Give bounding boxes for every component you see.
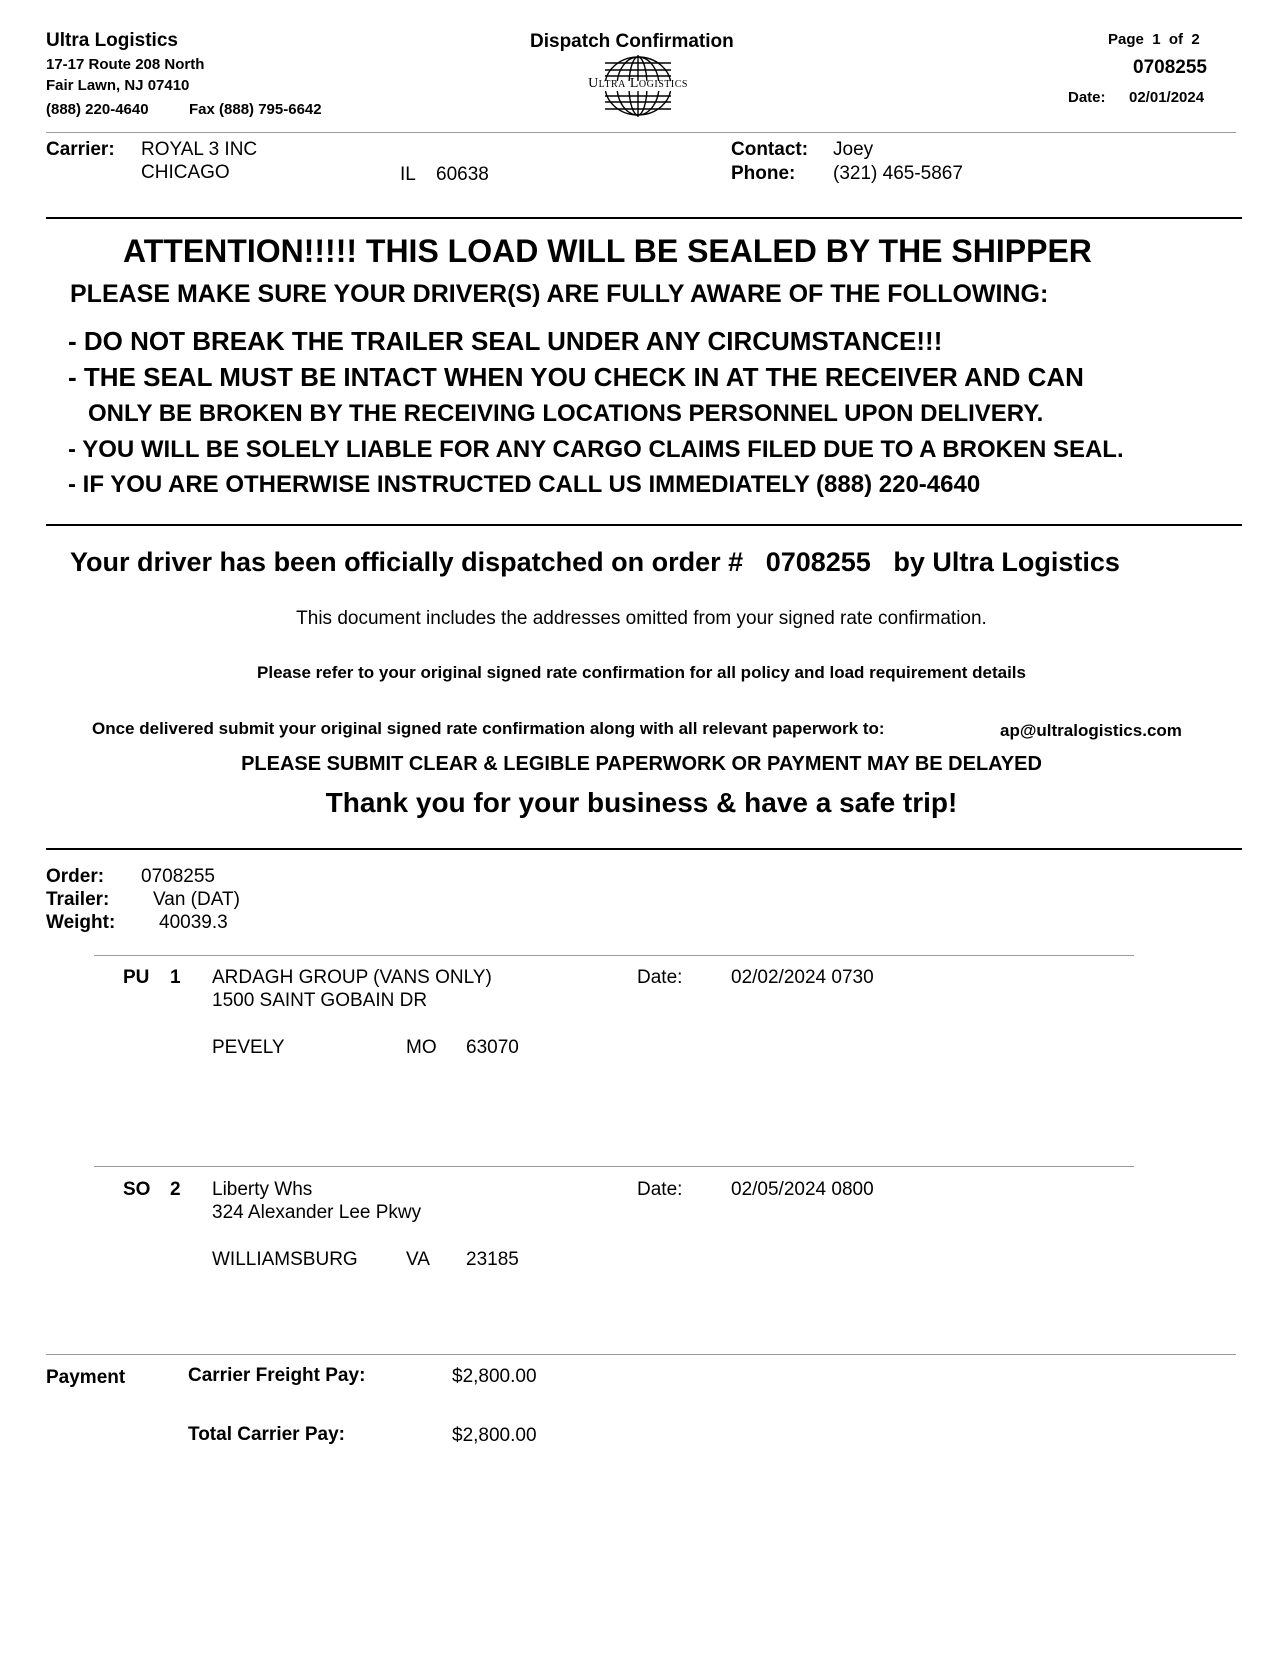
dispatch-statement (70, 547, 1120, 578)
company-phone: (888) 220-4640 (46, 101, 149, 118)
page-label: Page (1108, 31, 1144, 48)
page-total: 2 (1191, 31, 1200, 48)
stop-state: VA (406, 1249, 430, 1270)
order-value: 0708255 (141, 866, 215, 887)
company-address-line2: Fair Lawn, NJ 07410 (46, 77, 190, 94)
attention-line-1: - DO NOT BREAK THE TRAILER SEAL UNDER ANY CIRCUMSTANCE!!! (68, 326, 943, 356)
stop-name: ARDAGH GROUP (VANS ONLY) (212, 967, 492, 988)
header-order-number: 0708255 (1133, 57, 1207, 78)
stop-city: PEVELY (212, 1037, 285, 1058)
dispatch-note-addresses: This document includes the addresses omitted from your signed rate confirmation. (296, 608, 987, 629)
stop-number: 1 (170, 967, 181, 988)
stop-zip: 63070 (466, 1037, 519, 1058)
total-pay-amount: $2,800.00 (452, 1425, 537, 1446)
freight-pay-label: Carrier Freight Pay: (188, 1365, 366, 1386)
stop-date-label: Date: (637, 967, 683, 988)
header-date-label: Date: (1068, 89, 1106, 106)
company-logo (565, 55, 711, 117)
section-divider-2 (46, 524, 1242, 526)
dispatch-note-policy: Please refer to your original signed rate confirmation for all policy and load requirement details (257, 663, 1026, 682)
dispatch-prefix: Your driver has been officially dispatched on order # (70, 547, 744, 577)
stop-city: WILLIAMSBURG (212, 1249, 358, 1270)
company-name: Ultra Logistics (46, 30, 178, 51)
section-divider-3 (46, 848, 1242, 850)
carrier-zip: 60638 (436, 164, 489, 185)
stop-type: SO (123, 1179, 151, 1200)
phone-label: Phone: (731, 163, 796, 184)
paperwork-warning: PLEASE SUBMIT CLEAR & LEGIBLE PAPERWORK OR PAYMENT MAY BE DELAYED (241, 753, 1042, 775)
contact-name: Joey (833, 139, 874, 160)
document-title: Dispatch Confirmation (530, 31, 734, 52)
carrier-name: ROYAL 3 INC (141, 139, 258, 160)
stop-type: PU (123, 967, 150, 988)
section-divider-1 (46, 217, 1242, 219)
stop-street: 1500 SAINT GOBAIN DR (212, 990, 428, 1011)
stop-date: 02/02/2024 0730 (731, 967, 874, 988)
page-indicator (1108, 31, 1200, 48)
total-pay-label: Total Carrier Pay: (188, 1424, 345, 1445)
page-of: of (1168, 31, 1184, 48)
attention-line-4: - YOU WILL BE SOLELY LIABLE FOR ANY CARGO CLAIMS FILED DUE TO A BROKEN SEAL. (68, 436, 1124, 463)
weight-label: Weight: (46, 912, 116, 933)
stop-name: Liberty Whs (212, 1179, 313, 1200)
weight-value: 40039.3 (159, 912, 228, 933)
attention-line-2: - THE SEAL MUST BE INTACT WHEN YOU CHECK IN AT THE RECEIVER AND CAN (68, 362, 1084, 392)
attention-headline: ATTENTION!!!!! THIS LOAD WILL BE SEALED BY THE SHIPPER (123, 233, 1092, 269)
trailer-label: Trailer: (46, 889, 110, 910)
header-date: 02/01/2024 (1129, 89, 1205, 106)
page-number: 1 (1152, 31, 1161, 48)
order-label: Order: (46, 866, 105, 887)
company-fax: Fax (888) 795-6642 (189, 101, 322, 118)
contact-label: Contact: (731, 139, 809, 160)
thank-you-message: Thank you for your business & have a safe trip! (325, 787, 958, 818)
stop-street: 324 Alexander Lee Pkwy (212, 1202, 422, 1223)
dispatch-suffix: by Ultra Logistics (893, 547, 1120, 577)
carrier-label: Carrier: (46, 139, 115, 160)
freight-pay-amount: $2,800.00 (452, 1366, 537, 1387)
stop-date: 02/05/2024 0800 (731, 1179, 874, 1200)
stop-number: 2 (170, 1179, 181, 1200)
stops-divider-top (94, 955, 1134, 956)
stop-state: MO (406, 1037, 437, 1058)
payment-label: Payment (46, 1367, 126, 1388)
logo-text: Ultra Logistics (588, 76, 688, 91)
carrier-phone: (321) 465-5867 (833, 163, 963, 184)
stop-date-label: Date: (637, 1179, 683, 1200)
attention-line-5: - IF YOU ARE OTHERWISE INSTRUCTED CALL US IMMEDIATELY (888) 220-4640 (68, 471, 981, 498)
stops-divider-middle (94, 1166, 1134, 1167)
carrier-state: IL (400, 164, 416, 185)
attention-line-3: ONLY BE BROKEN BY THE RECEIVING LOCATIONS PERSONNEL UPON DELIVERY. (88, 400, 1044, 427)
company-address-line1: 17-17 Route 208 North (46, 56, 205, 73)
payment-divider (46, 1354, 1236, 1355)
attention-subhead: PLEASE MAKE SURE YOUR DRIVER(S) ARE FULLY AWARE OF THE FOLLOWING: (70, 280, 1049, 308)
submit-email[interactable]: ap@ultralogistics.com (1000, 721, 1182, 740)
trailer-value: Van (DAT) (153, 889, 240, 910)
submit-instructions: Once delivered submit your original signed rate confirmation along with all relevant paperwork to: (92, 719, 885, 738)
carrier-city: CHICAGO (141, 162, 230, 183)
stop-zip: 23185 (466, 1249, 519, 1270)
header-divider (46, 132, 1236, 133)
dispatch-order-number: 0708255 (765, 547, 871, 577)
